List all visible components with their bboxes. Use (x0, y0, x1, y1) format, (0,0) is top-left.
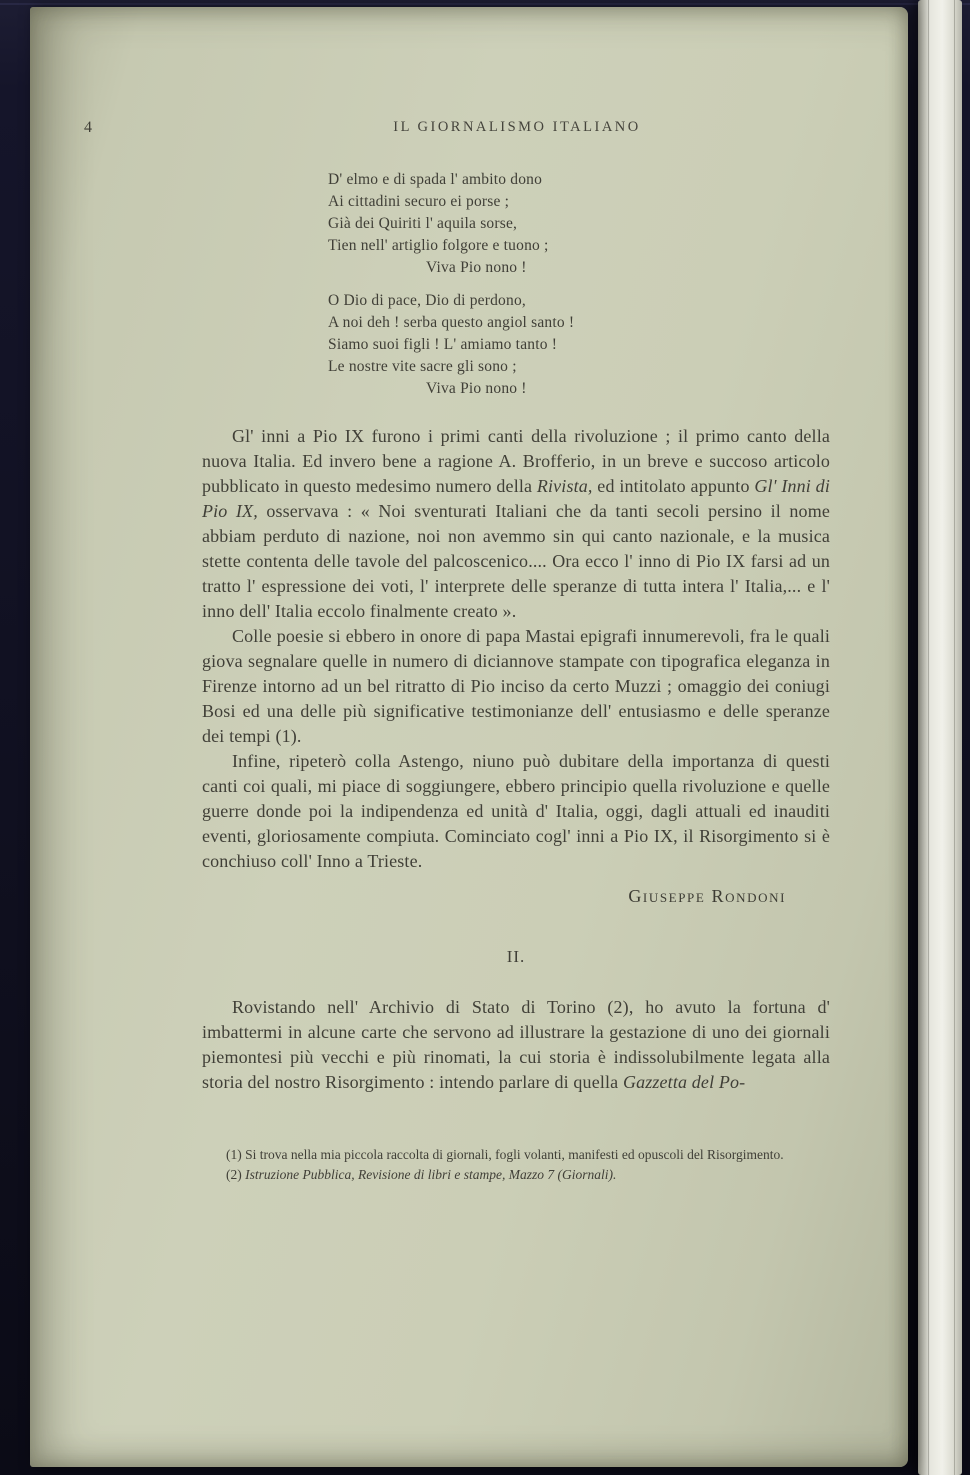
text-run: (2) (226, 1166, 246, 1182)
page-edge-line (928, 0, 929, 1475)
page-edge-line (954, 0, 955, 1475)
text-run: (1) Si trova nella mia piccola raccolta di giornali, fogli volanti, manifesti ed opuscoli del Risorgimento. (226, 1147, 784, 1162)
page-content (30, 7, 908, 1467)
text-run: Colle poesie si ebbero in onore di papa Mastai epigrafi innumerevoli, fra le quali giova segnalare quelle in numero di diciannove stampate con tipografica eleganza in Firenze intorno ad un bel ritratto di Pio inciso da certo Muzzi ; omaggio dei coniugi Bosi ed una delle più significative testimonianze dell' entusiasmo e delle speranze dei tempi (1). (202, 626, 830, 746)
author-signature: Giuseppe Rondoni (628, 886, 786, 906)
poem-line: Viva Pio nono ! (426, 259, 527, 276)
footnotes (202, 1145, 830, 1184)
poem-line: Tien nell' artiglio folgore e tuono ; (328, 237, 549, 254)
text-run: osservava : « Noi sventurati Italiani che da tanti secoli persino il nome abbiam perduto di nazione, noi non avemmo sin qui canto nazionale, e la musica stette contenta delle tavole del palcoscenico.... Ora ecco l' inno di Pio IX farsi ad un tratto l' espressione dei voti, l' interprete delle speranze di tutta intera l' Italia,... e l' inno dell' Italia eccolo finalmente creato ». (202, 501, 830, 621)
running-header: IL GIORNALISMO ITALIANO (393, 119, 641, 135)
footnote (202, 1145, 830, 1165)
text-run: Infine, ripeterò colla Astengo, niuno può dubitare della importanza di questi canti coi quali, mi piace di soggiungere, ebbero principio quella rivoluzione e quelle guerre donde poi la indipendenza ed unità d' Italia, oggi, dagli attuali ed inauditi eventi, gloriosamente compiuta. Cominciato cogl' inni a Pio IX, il Risorgimento si è conchiuso coll' Inno a Trieste. (202, 751, 830, 871)
poem-line: O Dio di pace, Dio di perdono, (328, 292, 526, 309)
main-text (202, 424, 830, 874)
italic-text: Istruzione Pubblica, Revisione di libri e stampe, Mazzo 7 (Giornali). (245, 1166, 617, 1182)
section-heading: II. (506, 947, 526, 966)
section-text (202, 995, 830, 1095)
poem-line: Già dei Quiriti l' aquila sorse, (328, 215, 518, 232)
poem-line: D' elmo e di spada l' ambito dono (328, 171, 543, 188)
para (202, 624, 830, 749)
book-page (30, 7, 908, 1467)
scan-artifact-line (0, 3, 970, 5)
poem-line: Viva Pio nono ! (426, 380, 527, 397)
text-run: ed intitolato appunto (592, 476, 755, 496)
text-run: Rovistando nell' Archivio di Stato di Torino (2), ho avuto la fortuna d' imbattermi in alcune carte che servono ad illustrare la gestazione di uno dei giornali piemontesi più vecchi e più rinomati, la cui storia è indissolubilmente legata alla storia del nostro Risorgimento : intendo parlare di quella (202, 997, 830, 1092)
poem-stanza-1 (328, 169, 832, 279)
footnote (202, 1165, 830, 1185)
para (202, 749, 830, 874)
page-number: 4 (84, 119, 93, 136)
page-header (84, 119, 832, 141)
poem-line: A noi deh ! serba questo angiol santo ! (328, 314, 575, 331)
italic-text: Gazzetta del Po- (622, 1072, 746, 1092)
italic-text: Gl' Inni di Pio IX, (202, 476, 830, 521)
poem-line: Ai cittadini securo ei porse ; (328, 193, 510, 210)
adjacent-page-edge (918, 0, 962, 1475)
poem-line: Siamo suoi figli ! L' amiamo tanto ! (328, 336, 558, 353)
poem-line: Le nostre vite sacre gli sono ; (328, 358, 517, 375)
text-run: Gl' inni a Pio IX furono i primi canti della rivoluzione ; il primo canto della nuova Italia. Ed invero bene a ragione A. Brofferio, in un breve e succoso articolo pubblicato in questo medesimo numero della (202, 426, 830, 496)
italic-text: Rivista, (536, 476, 593, 496)
poem-stanza-2 (328, 290, 832, 400)
poem-block (328, 169, 832, 400)
para (202, 424, 830, 624)
para (202, 995, 830, 1095)
